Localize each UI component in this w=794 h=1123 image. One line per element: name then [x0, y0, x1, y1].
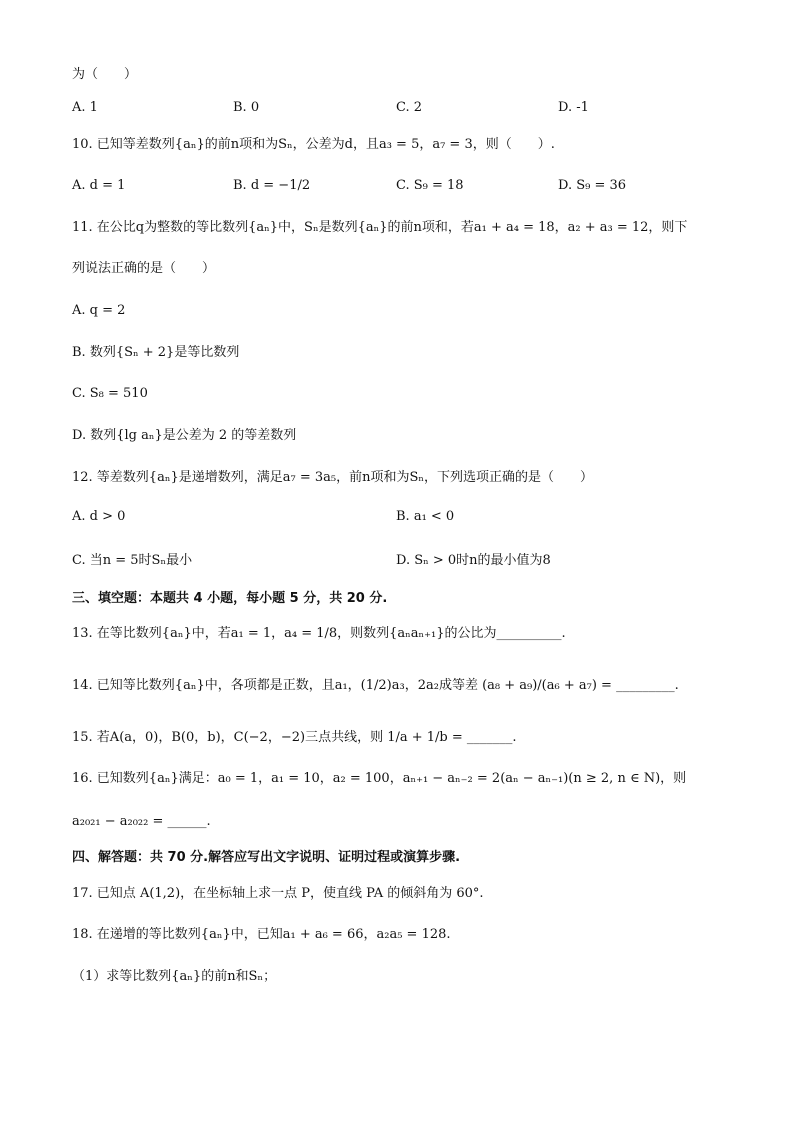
- section-4-heading: 四、解答题：共 70 分.解答应写出文字说明、证明过程或演算步骤.: [72, 850, 461, 865]
- q9-option-c: C. 2: [396, 100, 423, 115]
- q12-option-a: A. d > 0: [72, 509, 126, 524]
- q12-option-b: B. a₁ < 0: [396, 509, 455, 524]
- q18-part-1: （1）求等比数列{aₙ}的前n和Sₙ；: [72, 969, 277, 984]
- q10-option-b: B. d = −1/2: [233, 178, 311, 193]
- q16-stem-line2: a₂₀₂₁ − a₂₀₂₂ = ______.: [72, 814, 211, 829]
- q9-option-a: A. 1: [72, 100, 98, 115]
- q10-stem: 10. 已知等差数列{aₙ}的前n项和为Sₙ，公差为d，且a₃ = 5，a₇ = 3，则（ ）.: [72, 137, 555, 152]
- q10-option-a: A. d = 1: [72, 178, 126, 193]
- q15-stem: 15. 若A(a，0)，B(0，b)，C(−2，−2)三点共线，则 1/a + 1/b = _______.: [72, 730, 517, 745]
- q11-stem-line2: 列说法正确的是（ ）: [72, 261, 216, 276]
- q12-option-d: D. Sₙ > 0时n的最小值为8: [396, 553, 551, 568]
- q11-option-d: D. 数列{lg aₙ}是公差为 2 的等差数列: [72, 428, 297, 443]
- q11-option-c: C. S₈ = 510: [72, 386, 148, 401]
- q13-stem: 13. 在等比数列{aₙ}中，若a₁ = 1，a₄ = 1/8，则数列{aₙaₙ₊₁}的公比为__________.: [72, 626, 566, 641]
- q11-option-b: B. 数列{Sₙ + 2}是等比数列: [72, 345, 240, 360]
- q10-option-d: D. S₉ = 36: [558, 178, 627, 193]
- q14-stem: 14. 已知等比数列{aₙ}中，各项都是正数，且a₁，(1/2)a₃，2a₂成等差 (a₈ + a₉)/(a₆ + a₇) = _________.: [72, 678, 679, 693]
- q11-stem-line1: 11. 在公比q为整数的等比数列{aₙ}中，Sₙ是数列{aₙ}的前n项和，若a₁ + a₄ = 18，a₂ + a₃ = 12，则下: [72, 220, 688, 235]
- q17-stem: 17. 已知点 A(1,2)，在坐标轴上求一点 P，使直线 PA 的倾斜角为 60°.: [72, 886, 484, 901]
- q9-option-b: B. 0: [233, 100, 260, 115]
- q10-option-c: C. S₉ = 18: [396, 178, 464, 193]
- q9-tail: 为（ ）: [72, 67, 138, 82]
- q18-stem: 18. 在递增的等比数列{aₙ}中，已知a₁ + a₆ = 66，a₂a₅ = 128.: [72, 927, 451, 942]
- section-3-heading: 三、填空题：本题共 4 小题，每小题 5 分，共 20 分.: [72, 591, 388, 606]
- q16-stem-line1: 16. 已知数列{aₙ}满足：a₀ = 1，a₁ = 10，a₂ = 100，aₙ₊₁ − aₙ₋₂ = 2(aₙ − aₙ₋₁)(n ≥ 2, n ∈ N)，则: [72, 771, 687, 786]
- q12-option-c: C. 当n = 5时Sₙ最小: [72, 553, 193, 568]
- q12-stem: 12. 等差数列{aₙ}是递增数列，满足a₇ = 3a₅，前n项和为Sₙ，下列选项正确的是（ ）: [72, 470, 593, 485]
- q9-option-d: D. -1: [558, 100, 589, 115]
- q11-option-a: A. q = 2: [72, 303, 126, 318]
